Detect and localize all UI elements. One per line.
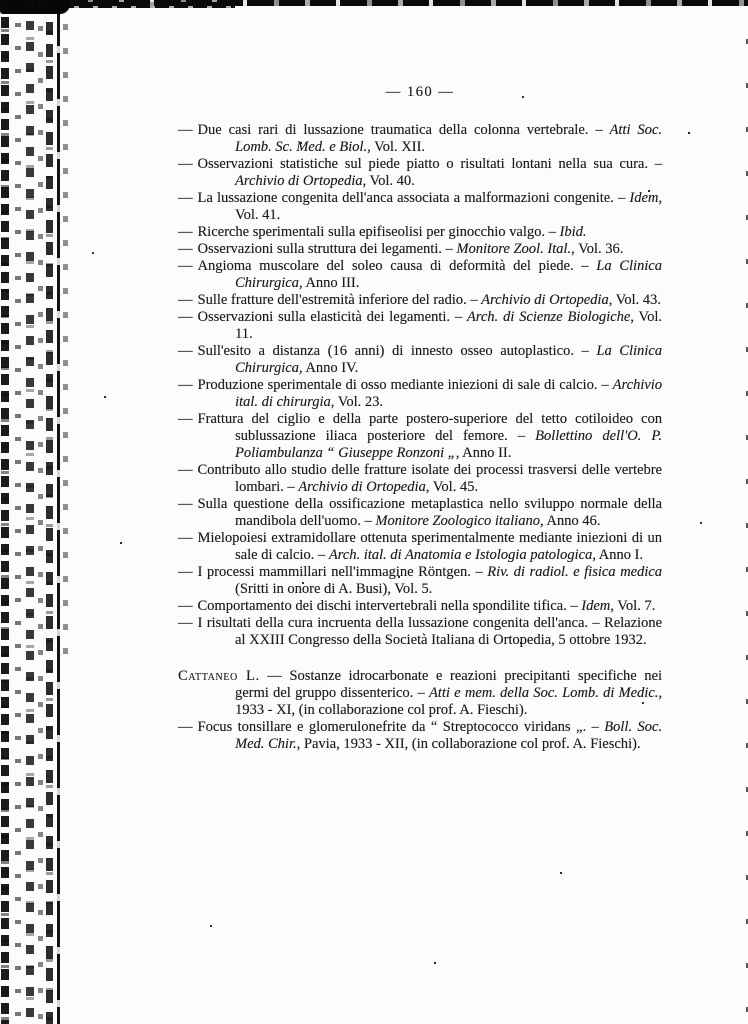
entry-text-segment: , Anno II. [455,445,512,461]
entry-text-segment: Sulla questione della ossificazione metaplastica nello sviluppo normale della mandibola dell'uomo. – [197,496,662,529]
entry-text-segment: Riv. di radiol. e fisica medica [487,564,662,580]
bibliography-entry [178,156,662,190]
bibliography-entry [178,462,662,496]
entry-text-segment: Arch. di Scienze Biologiche [466,309,631,325]
entry-text-segment: , Anno 46. [539,513,601,529]
page-content [178,84,662,753]
scan-artifact-left-streak [1,0,9,1024]
bibliography-entry [178,598,662,615]
entry-dash-marker: — [178,615,193,631]
entry-text-segment: Contributo allo studio delle fratture isolate dei processi trasversi delle vertebre lombari. – [197,462,662,495]
bibliography-entry [178,224,662,241]
entry-text-segment: , Anno I. [592,547,643,563]
entry-text-segment: I processi mammillari nell'immagine Röntgen. – [197,564,488,580]
entry-dash-marker: — [178,258,193,274]
bibliography-entry [178,190,662,224]
entry-text-segment: Atti Soc. Lomb. Sc. Med. e Biol. [235,122,662,155]
entry-dash-marker: — [178,496,193,512]
entry-dash-marker: — [178,122,193,138]
entry-dash-marker: — [178,190,193,206]
entry-text-segment: Osservazioni sulla elasticità dei legamenti. – [197,309,467,325]
entry-text-segment: Sulle fratture dell'estremità inferiore del radio. – [197,292,482,308]
entry-text-segment: , Anno III. [298,275,360,291]
entry-text-segment: , Vol. 23. [330,394,383,410]
scan-artifact-left-streak [57,0,60,1024]
entry-dash-marker: — [178,309,193,325]
entry-text-segment: Produzione sperimentale di osso mediante iniezioni di sale di calcio. – [197,377,613,393]
entry-text-segment: Comportamento dei dischi intervertebrali nella spondilite tifica. – [197,598,582,614]
entry-dash-marker: — [178,156,193,172]
entry-text-segment: , Pavia, 1933 - XII, (in collaborazione col prof. A. Fieschi). [296,736,641,752]
entry-dash-marker: — [178,292,193,308]
entry-text-segment: La lussazione congenita dell'anca associata a malformazioni congenite. – [197,190,630,206]
entry-text-segment: Idem [581,598,611,614]
entry-text-segment: , Vol. 40. [362,173,415,189]
entry-text-segment: , Vol. 43. [608,292,661,308]
entry-text-segment: Arch. ital. di Anatomia e Istologia patologica [328,547,593,563]
bibliography-entry [178,241,662,258]
page-number: — 160 — [385,84,455,100]
entry-dash-marker: — [178,411,193,427]
entry-dash-marker: — [178,462,193,478]
entry-text-segment: — Sostanze idrocarbonate e reazioni precipitanti specifiche nei germi del gruppo dissenterico. – [235,668,662,701]
entry-text-segment: Archivio di Ortopedia [235,173,363,189]
entry-text-segment: Idem [629,190,659,206]
bibliography-entry [178,719,662,753]
entry-text-segment: Boll. Soc. Med. Chir. [235,719,662,752]
bibliography-list [178,122,662,753]
entry-text-segment: Ricerche sperimentali sulla epifiseolisi per ginocchio valgo. – [197,224,560,240]
bibliography-entry [178,122,662,156]
bibliography-entry [178,615,662,649]
entry-dash-marker: — [178,241,193,257]
entry-text-segment: I risultati della cura incruenta della lussazione congenita dell'anca. – Relazione al XXIII Congresso della Società Italiana di Ortopedia, 5 ottobre 1932. [197,615,662,648]
entry-text-segment: Ibid. [559,224,587,240]
entry-text-segment: Monitore Zool. Ital. [456,241,572,257]
bibliography-entry [178,292,662,309]
bibliography-entry [178,564,662,598]
bibliography-entry [178,343,662,377]
entry-text-segment: Frattura del ciglio e della parte postero-superiore del tetto cotiloideo con sublussazione iliaca posteriore del femore. – [197,411,662,444]
entry-text-segment: Osservazioni statistiche sul piede piatto o risultati lontani nella sua cura. – [197,156,662,172]
entry-text-segment: Archivio di Ortopedia [298,479,426,495]
entry-text-segment: , Anno IV. [298,360,359,376]
entry-text-segment: Atti e mem. della Soc. Lomb. di Medic. [428,685,659,701]
entry-dash-marker: — [178,598,193,614]
entry-text-segment: , Vol. 7. [610,598,656,614]
entry-text-segment: Angioma muscolare del soleo causa di deformità del piede. – [197,258,597,274]
scan-artifact-left-streak [26,0,34,1024]
entry-author: Cattaneo L. [178,668,260,684]
entry-dash-marker: — [178,343,193,359]
entry-text-segment: , Vol. XII. [367,139,425,155]
entry-dash-marker: — [178,719,193,735]
bibliography-entry [178,496,662,530]
entry-text-segment: , Vol. 36. [571,241,624,257]
entry-dash-marker: — [178,564,193,580]
bibliography-entry [178,530,662,564]
entry-text-segment: Due casi rari di lussazione traumatica della colonna vertebrale. – [197,122,610,138]
entry-text-segment: , Vol. 45. [425,479,479,495]
entry-dash-marker: — [178,224,193,240]
entry-dash-marker: — [178,530,193,546]
entry-text-segment: La Clinica Chirurgica [235,258,662,291]
scan-artifact-left-streak [63,0,68,660]
entry-text-segment: Bollettino dell'O. P. Poliambulanza “ Giuseppe Ronzoni „ [235,428,662,461]
bibliography-entry [178,411,662,462]
entry-text-segment: Archivio ital. di chirurgia [235,377,662,410]
entry-text-segment: (Sritti in onore di A. Busi), Vol. 5. [235,581,433,597]
bibliography-entry [178,309,662,343]
entry-text-segment: Mielopoiesi extramidollare ottenuta sperimentalmente mediante iniezioni di un sale di calcio. – [197,530,662,563]
entry-text-segment: Archivio di Ortopedia [481,292,609,308]
bibliography-entry [178,377,662,411]
scan-artifact-left-streak [38,0,43,1024]
bibliography-entry [178,258,662,292]
scan-artifact-left-streak [46,0,53,1024]
entry-text-segment: Focus tonsillare e glomerulonefrite da “ Streptococco viridans „. – [197,719,605,735]
entry-text-segment: Sull'esito a distanza (16 anni) di innesto osseo autoplastico. – [197,343,597,359]
scan-artifact-specks [0,0,2,2]
entry-text-segment: Monitore Zoologico italiano [375,513,540,529]
entry-text-segment: Osservazioni sulla struttura dei legamenti. – [197,241,457,257]
entry-dash-marker: — [178,377,193,393]
entry-text-segment: , 1933 - XI, (in collaborazione col prof. A. Fieschi). [235,685,662,718]
entry-text-segment: La Clinica Chirurgica [235,343,662,376]
scan-artifact-top-band-left [60,2,235,8]
scan-artifact-left-streak [15,0,21,1024]
entry-text-segment: , Vol. 11. [235,309,662,342]
entry-text-segment: , Vol. 41. [235,190,662,223]
bibliography-entry [178,668,662,719]
